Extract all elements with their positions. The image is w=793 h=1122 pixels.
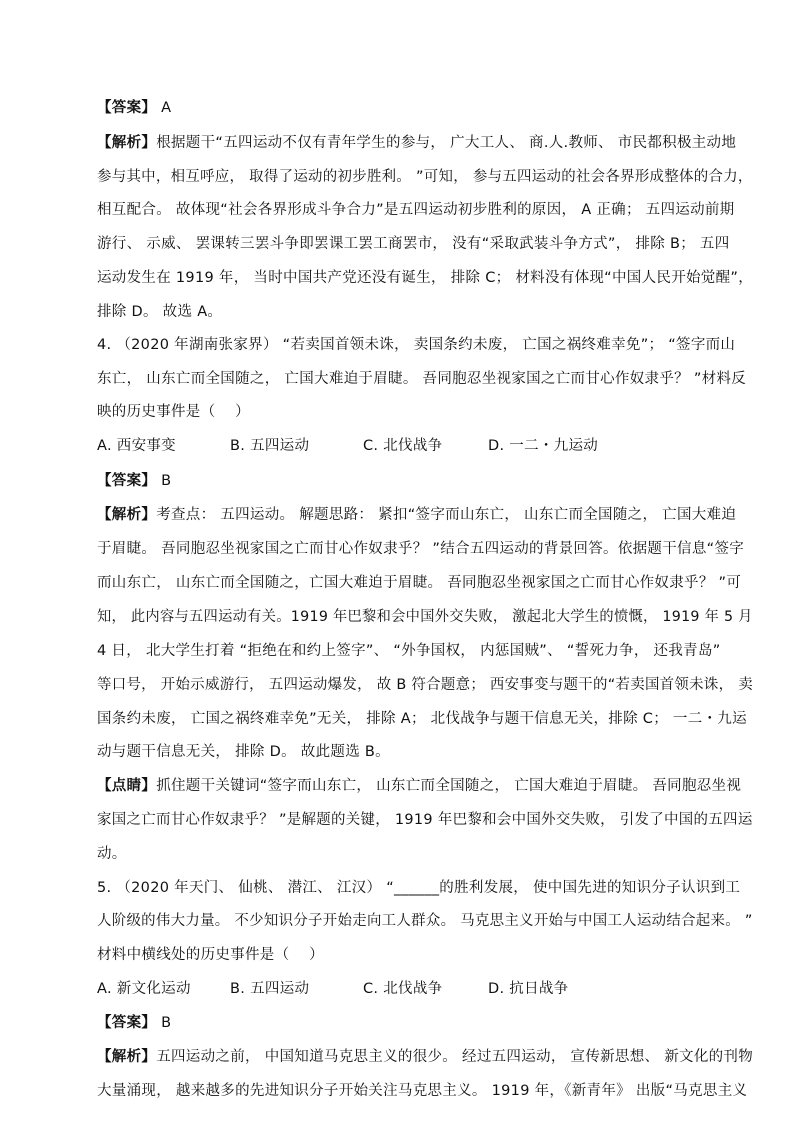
q5-option-a: A. 新文化运动 xyxy=(97,981,191,997)
q5-analysis-line xyxy=(97,1047,754,1067)
q5-analysis-line: 大量涌现， 越来越多的先进知识分子开始关注马克思主义。 1919 年，《新青年》 出版“马克思主义 xyxy=(97,1083,748,1099)
q3-answer-line xyxy=(97,98,737,118)
analysis-text: 五四运动之前， 中国知道马克思主义的很少。 经过五四运动， 宣传新思想、 新文化的刊物 xyxy=(156,1049,754,1065)
q3-analysis-line: 游行、 示威、 罢课转三罢斗争即罢课工罢工商罢市， 没有“采取武装斗争方式”， 排除 B； 五四 xyxy=(97,236,730,252)
q4-stem-line: 东亡， 山东亡而全国随之， 亡国大难迫于眉睫。 吾同胞忍坐视家国之亡而甘心作奴隶乎？ ”材料反 xyxy=(97,371,747,387)
q5-stem-line: 材料中横线处的历史事件是（ ） xyxy=(97,947,324,963)
q3-analysis-line: 运动发生在 1919 年， 当时中国共产党还没有诞生， 排除 C； 材料没有体现“中国人民开始觉醒”， xyxy=(97,270,754,286)
analysis-text: 考查点： 五四运动。 解题思路： 紧扣“签字而山东亡， 山东亡而全国随之， 亡国大难迫 xyxy=(156,507,737,523)
analysis-text: 根据题干“五四运动不仅有青年学生的参与， 广大工人、 商.人.教师、 市民都积极主动地 xyxy=(156,135,737,151)
answer-tag: 【答案】 xyxy=(97,473,157,489)
q4-analysis-line: 国条约未废， 亡国之祸终难幸免”无关， 排除 A； 北伐战争与题干信息无关，排除 C； 一二・九运 xyxy=(97,711,747,727)
q3-analysis-line xyxy=(97,133,737,153)
analysis-tag: 【解析】 xyxy=(97,135,157,151)
q4-answer: B xyxy=(161,473,172,489)
q4-stem-line: 4. （2020 年湖南张家界） “若卖国首领未诛， 卖国条约未废， 亡国之祸终难幸免”； “签字而山 xyxy=(97,337,736,353)
q5-answer: B xyxy=(161,1015,172,1031)
q4-option-b: B. 五四运动 xyxy=(230,438,310,454)
q4-option-d: D. 一二・九运动 xyxy=(488,438,599,454)
q4-stem-line: 映的历史事件是（ ） xyxy=(97,404,250,420)
q4-analysis-line xyxy=(97,505,737,525)
q5-stem-line: 5. （2020 年天门、 仙桃、 潜江、 江汉） “______的胜利发展， 使中国先进的知识分子认识到工 xyxy=(97,880,741,896)
q5-answer-line xyxy=(97,1013,737,1033)
q4-comment-line: 动。 xyxy=(97,846,127,862)
q4-analysis-line: 知， 此内容与五四运动有关。1919 年巴黎和会中国外交失败， 激起北大学生的愤慨， 1919 年 5 月 xyxy=(97,609,753,625)
q4-option-a: A. 西安事变 xyxy=(97,438,176,454)
q3-answer: A xyxy=(161,100,172,116)
answer-tag: 【答案】 xyxy=(97,100,157,116)
analysis-tag: 【解析】 xyxy=(97,1049,157,1065)
q5-stem-line: 人阶级的伟大力量。 不少知识分子开始走向工人群众。 马克思主义开始与中国工人运动结合起来。 ” xyxy=(97,913,753,929)
q5-option-b: B. 五四运动 xyxy=(230,981,310,997)
comment-text: 抓住题干关键词“签字而山东亡， 山东亡而全国随之， 亡国大难迫于眉睫。 吾同胞忍坐视 xyxy=(156,778,742,794)
q4-analysis-line: 而山东亡， 山东亡而全国随之，亡国大难迫于眉睫。 吾同胞忍坐视家国之亡而甘心作奴隶乎？ ”可 xyxy=(97,575,742,591)
q3-analysis-line: 相互配合。 故体现“社会各界形成斗争合力”是五四运动初步胜利的原因， A 正确； 五四运动前期 xyxy=(97,202,735,218)
q4-analysis-line: 等口号， 开始示威游行， 五四运动爆发， 故 B 符合题意； 西安事变与题干的“若卖国首领未诛， 卖 xyxy=(97,677,753,693)
q5-option-d: D. 抗日战争 xyxy=(488,981,569,997)
q4-analysis-line: 动与题干信息无关， 排除 D。 故此题选 B。 xyxy=(97,744,390,760)
q4-analysis-line: 于眉睫。 吾同胞忍坐视家国之亡而甘心作奴隶乎？ ”结合五四运动的背景回答。依据题干信息“签字 xyxy=(97,541,745,557)
q5-option-c: C. 北伐战争 xyxy=(363,981,443,997)
comment-tag: 【点睛】 xyxy=(97,778,157,794)
q4-options xyxy=(97,436,737,456)
q4-comment-line: 家国之亡而甘心作奴隶乎？ ”是解题的关键， 1919 年巴黎和会中国外交失败， 引发了中国的五四运 xyxy=(97,812,753,828)
q4-analysis-line: 4 日， 北大学生打着 “拒绝在和约上签字”、 “外争国权， 内惩国贼”、 “誓死力争， 还我青岛” xyxy=(97,643,721,659)
q4-comment-line xyxy=(97,776,742,796)
q5-options xyxy=(97,979,737,999)
q4-option-c: C. 北伐战争 xyxy=(363,438,443,454)
analysis-tag: 【解析】 xyxy=(97,507,157,523)
q4-answer-line xyxy=(97,471,737,491)
q3-analysis-line: 排除 D。 故选 A。 xyxy=(97,304,223,320)
q3-analysis-line: 参与其中，相互呼应， 取得了运动的初步胜利。 ”可知， 参与五四运动的社会各界形成整体的合力， xyxy=(97,169,753,185)
answer-tag: 【答案】 xyxy=(97,1015,157,1031)
